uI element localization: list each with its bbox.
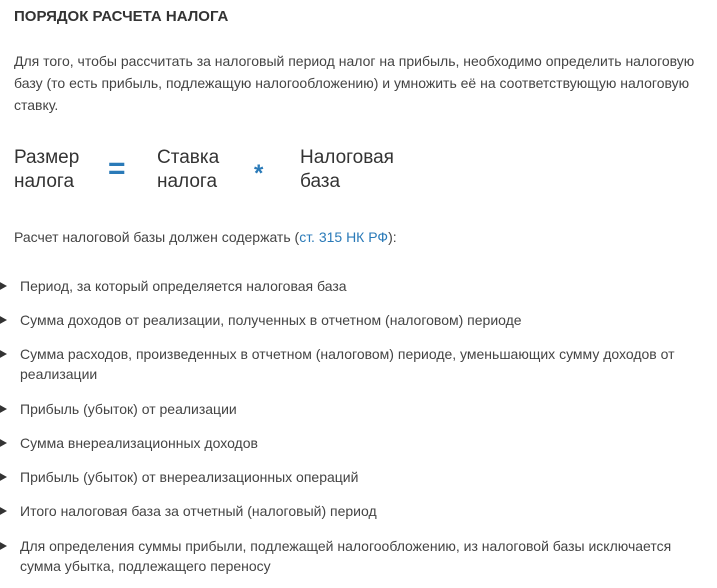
arrow-bullet-icon: [0, 472, 7, 482]
list-intro-suffix: ):: [388, 229, 397, 245]
equals-sign: =: [108, 152, 126, 185]
list-intro: [14, 229, 397, 245]
multiply-sign: *: [254, 160, 264, 187]
formula-term-tax-amount: [14, 146, 79, 194]
arrow-bullet-icon: [0, 315, 7, 325]
arrow-bullet-icon: [0, 438, 7, 448]
arrow-bullet-icon: [0, 281, 7, 291]
arrow-bullet-icon: [0, 506, 7, 516]
formula-term-line: налога: [14, 171, 75, 192]
list-item: [20, 344, 700, 384]
formula-term-line: Ставка: [157, 147, 220, 168]
list-item: [20, 310, 700, 330]
arrow-bullet-icon: [0, 404, 7, 414]
arrow-bullet-icon: [0, 349, 7, 359]
list-intro-text: Расчет налоговой базы должен содержать (: [14, 229, 300, 245]
list-item-text: Прибыль (убыток) от внереализационных операций: [20, 469, 359, 485]
formula-term-line: Размер: [14, 147, 80, 168]
formula-term-tax-base: [300, 146, 394, 194]
list-item: [20, 276, 700, 296]
list-item-text: Для определения суммы прибыли, подлежащей налогообложению, из налоговой базы исключается сумма убытка, подлежащего переносу: [20, 538, 672, 574]
arrow-bullet-icon: [0, 541, 7, 551]
formula-term-line: база: [300, 171, 341, 192]
list-item: [20, 399, 700, 419]
list-item: [20, 536, 700, 576]
intro-paragraph: Для того, чтобы рассчитать за налоговый период налог на прибыль, необходимо определить налоговую базу (то есть прибыль, подлежащую налогообложению) и умножить её на соответствующую налоговую ставку.: [14, 53, 695, 113]
tax-formula: [0, 146, 717, 202]
list-item: [20, 433, 700, 453]
list-item-text: Итого налоговая база за отчетный (налоговый) период: [20, 503, 377, 519]
formula-term-line: Налоговая: [300, 147, 394, 168]
formula-term-tax-rate: [157, 146, 219, 194]
tax-code-link[interactable]: ст. 315 НК РФ: [299, 229, 389, 245]
section-heading: ПОРЯДОК РАСЧЕТА НАЛОГА: [14, 8, 229, 25]
list-item-text: Сумма доходов от реализации, полученных в отчетном (налоговом) периоде: [20, 312, 522, 328]
list-item-text: Период, за который определяется налоговая база: [20, 278, 347, 294]
formula-term-line: налога: [157, 171, 218, 192]
list-item-text: Прибыль (убыток) от реализации: [20, 401, 237, 417]
list-item: [20, 467, 700, 487]
list-item-text: Сумма внереализационных доходов: [20, 435, 258, 451]
list-item: [20, 501, 700, 521]
list-item-text: Сумма расходов, произведенных в отчетном (налоговом) периоде, уменьшающих сумму доходов от реализации: [20, 346, 675, 382]
